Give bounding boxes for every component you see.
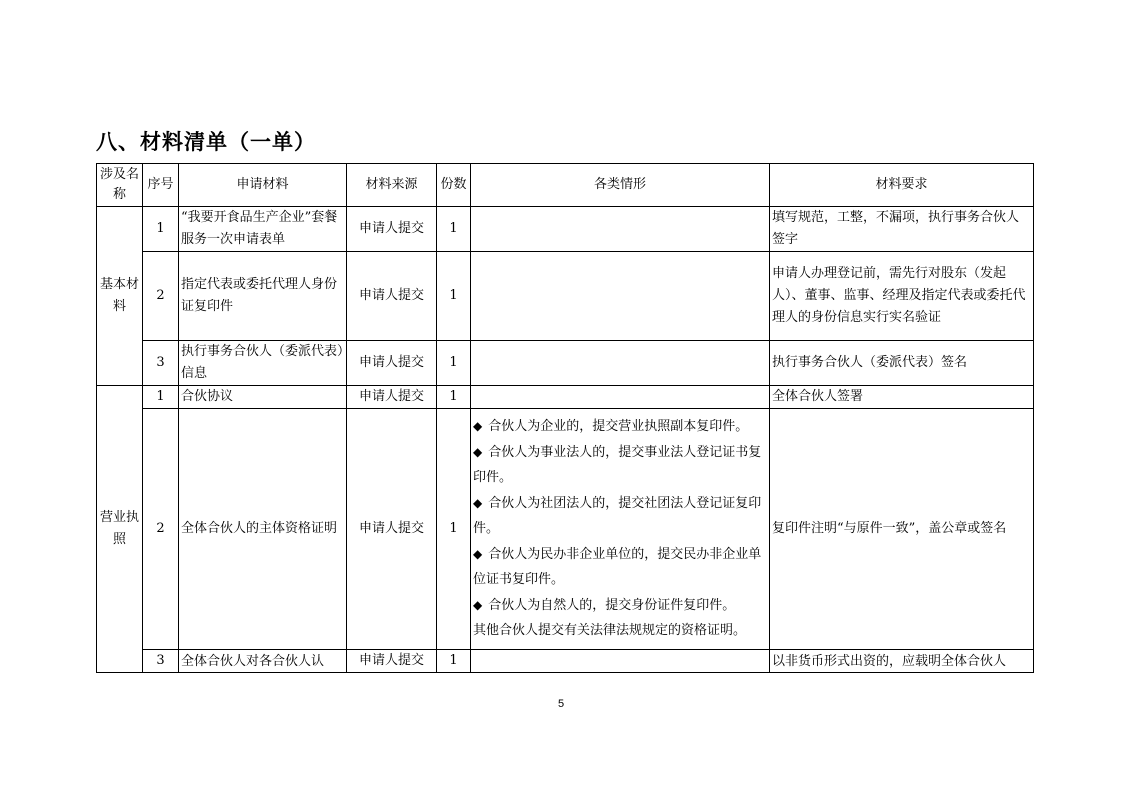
row-material: 全体合伙人的主体资格证明 <box>179 409 347 650</box>
table-row <box>97 386 1034 409</box>
situation-note: 其他合伙人提交有关法律法规规定的资格证明。 <box>473 623 747 639</box>
row-situations <box>471 386 770 409</box>
row-requirements: 全体合伙人签署 <box>770 386 1034 409</box>
row-index: 1 <box>143 207 179 252</box>
row-source: 申请人提交 <box>347 650 437 673</box>
table-row <box>97 207 1034 252</box>
row-index: 3 <box>143 341 179 386</box>
header-scope: 涉及名称 <box>97 164 143 207</box>
header-index: 序号 <box>143 164 179 207</box>
table-row <box>97 252 1034 341</box>
section-title: 八、材料清单（一单） <box>96 130 316 154</box>
situation-item: ◆ 合伙人为自然人的，提交身份证件复印件。 <box>473 597 736 613</box>
row-copies: 1 <box>437 341 471 386</box>
header-requirements: 材料要求 <box>770 164 1034 207</box>
row-index: 1 <box>143 386 179 409</box>
row-source: 申请人提交 <box>347 252 437 341</box>
row-material: 执行事务合伙人（委派代表）信息 <box>179 341 347 386</box>
group-name-license: 营业执照 <box>97 386 143 673</box>
situation-item: ◆ 合伙人为民办非企业单位的，提交民办非企业单位证书复印件。 <box>473 546 762 588</box>
table-row <box>97 650 1034 673</box>
row-index: 2 <box>143 252 179 341</box>
materials-table <box>96 163 1034 673</box>
table-row <box>97 341 1034 386</box>
page-number: 5 <box>557 698 565 710</box>
diamond-bullet-icon: ◆ <box>473 419 483 434</box>
diamond-bullet-icon: ◆ <box>473 444 483 459</box>
header-situations: 各类情形 <box>471 164 770 207</box>
diamond-bullet-icon: ◆ <box>473 495 483 510</box>
row-situations <box>471 409 770 650</box>
header-material: 申请材料 <box>179 164 347 207</box>
diamond-bullet-icon: ◆ <box>473 546 483 561</box>
row-situations <box>471 341 770 386</box>
row-requirements: 申请人办理登记前，需先行对股东（发起人）、董事、监事、经理及指定代表或委托代理人的身份信息实行实名验证 <box>770 252 1034 341</box>
row-source: 申请人提交 <box>347 386 437 409</box>
row-requirements: 以非货币形式出资的，应载明全体合伙人 <box>772 654 1007 669</box>
row-source: 申请人提交 <box>347 409 437 650</box>
group-name-basic: 基本材料 <box>97 207 143 386</box>
row-requirements: 执行事务合伙人（委派代表）签名 <box>770 341 1034 386</box>
row-material: 全体合伙人对各合伙人认 <box>181 654 325 669</box>
table-row <box>97 409 1034 650</box>
row-requirements: 复印件注明“与原件一致”，盖公章或签名 <box>770 409 1034 650</box>
row-situations <box>471 252 770 341</box>
row-material: 合伙协议 <box>179 386 347 409</box>
situation-item: ◆ 合伙人为社团法人的，提交社团法人登记证复印件。 <box>473 495 762 537</box>
situation-item: ◆ 合伙人为事业法人的，提交事业法人登记证书复印件。 <box>473 444 762 486</box>
row-copies: 1 <box>437 386 471 409</box>
row-situations <box>471 650 770 673</box>
row-material: 指定代表或委托代理人身份证复印件 <box>179 252 347 341</box>
header-source: 材料来源 <box>347 164 437 207</box>
diamond-bullet-icon: ◆ <box>473 597 483 612</box>
row-index: 3 <box>143 650 179 673</box>
table-header-row <box>97 164 1034 207</box>
row-copies: 1 <box>437 409 471 650</box>
header-copies: 份数 <box>437 164 471 207</box>
row-copies: 1 <box>437 252 471 341</box>
row-copies: 1 <box>437 207 471 252</box>
row-situations <box>471 207 770 252</box>
row-material: “我要开食品生产企业”套餐服务一次申请表单 <box>179 207 347 252</box>
row-index: 2 <box>143 409 179 650</box>
row-source: 申请人提交 <box>347 341 437 386</box>
situation-item: ◆ 合伙人为企业的，提交营业执照副本复印件。 <box>473 419 749 435</box>
row-source: 申请人提交 <box>347 207 437 252</box>
row-copies: 1 <box>437 650 471 673</box>
row-requirements: 填写规范，工整，不漏项，执行事务合伙人签字 <box>770 207 1034 252</box>
